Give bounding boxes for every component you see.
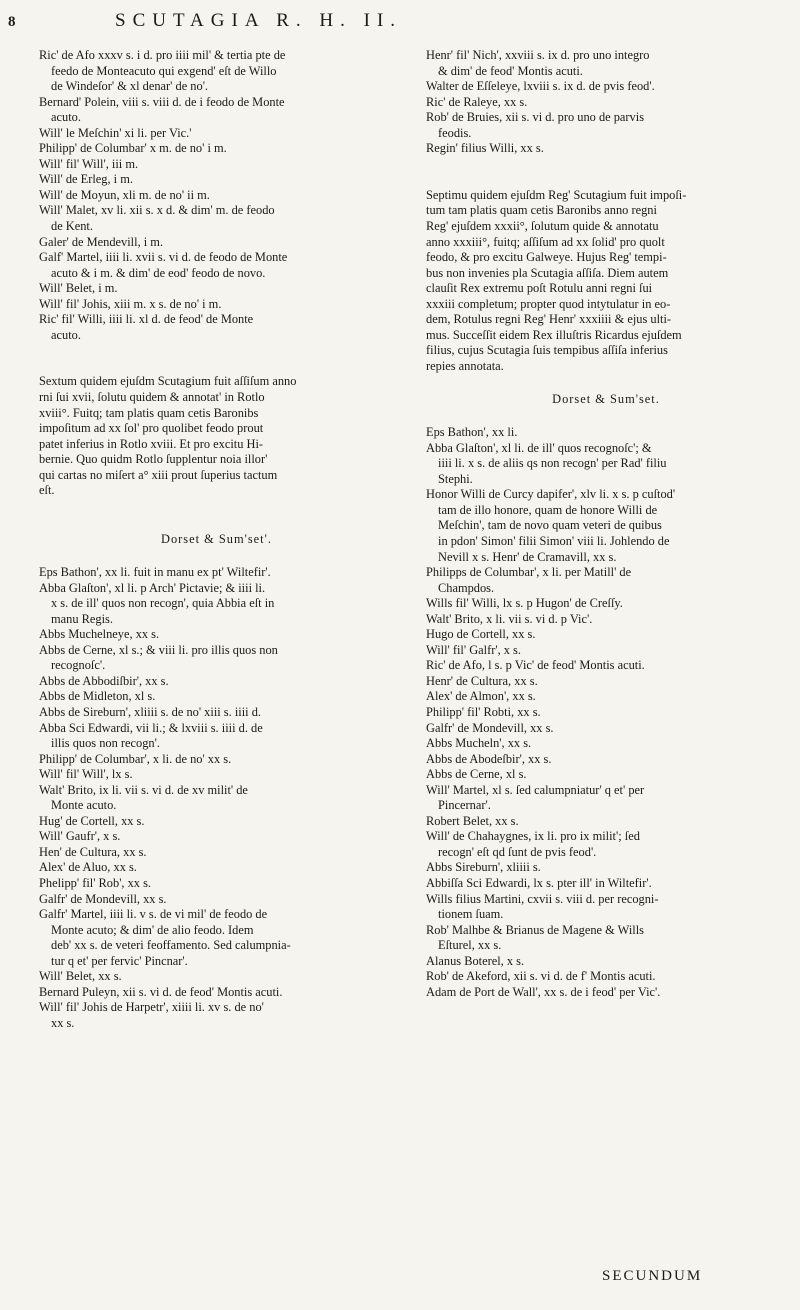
text-line: Eps Bathon', xx li. fuit in manu ex pt' Wiltefir'.: [39, 565, 271, 580]
text-line: Philipp' fil' Robti, xx s.: [426, 704, 541, 719]
text-line: bus non invenies pla Scutagia aſſiſa. Diem autem: [426, 265, 669, 280]
catchword: SECUNDUM: [602, 1268, 703, 1284]
text-line: clauſit Rex extremu poſt Rotulu anni regni ſui: [426, 281, 653, 296]
text-line: Will' Martel, xl s. ſed calumpniatur' q et' per: [426, 782, 645, 797]
text-line: Rob' de Bruies, xii s. vi d. pro uno de parvis: [426, 110, 645, 125]
text-line: Alex' de Almon', xx s.: [426, 689, 536, 704]
text-line: xx s.: [51, 1015, 75, 1030]
text-line: Abba Glaſton', xl li. de ill' quos recognoſc'; &: [426, 440, 652, 455]
text-line: Abbs Mucheln', xx s.: [426, 736, 532, 751]
text-line: Abbs de Cerne, xl s.; & viii li. pro illis quos non: [39, 642, 278, 657]
blank-line: [39, 499, 394, 515]
text-line: Alex' de Aluo, xx s.: [39, 860, 137, 875]
text-line: Meſchin', tam de novo quam veteri de quibus: [438, 518, 662, 533]
text-line: Alanus Boterel, x s.: [426, 953, 525, 968]
text-line: Abba Glaſton', xl li. p Arch' Pictavie; & iiii li.: [39, 580, 266, 595]
text-line: Ric' de Afo xxxv s. i d. pro iiii mil' & tertia pte de: [39, 48, 286, 62]
text-line: Walt' Brito, x li. vii s. vi d. p Vic'.: [426, 611, 593, 626]
text-line: Will' de Moyun, xli m. de no' ii m.: [39, 187, 210, 202]
blank-line: [39, 359, 394, 375]
text-line: Will' de Chahaygnes, ix li. pro ix milit'; ſed: [426, 829, 640, 844]
section-heading: Dorset & Sum'set'.: [161, 531, 272, 546]
text-line: Will' fil' Galfr', x s.: [426, 642, 521, 657]
left-column: [39, 48, 394, 1031]
text-line: Galer' de Mendevill, i m.: [39, 234, 164, 249]
text-line: repies annotata.: [426, 358, 504, 373]
text-line: Rob' de Akeford, xii s. vi d. de f' Montis acuti.: [426, 969, 656, 984]
text-line: Hug' de Cortell, xx s.: [39, 813, 145, 828]
text-line: Galfr' de Mondevill, xx s.: [426, 720, 554, 735]
text-line: Nevill x s. Henr' de Cramavill, xx s.: [438, 549, 617, 564]
text-line: Abbs de Cerne, xl s.: [426, 767, 527, 782]
text-line: Philipp' de Columbar', x li. de no' xx s.: [39, 751, 232, 766]
text-line: Wills filius Martini, cxvii s. viii d. per recogni-: [426, 891, 659, 906]
text-line: Henr' fil' Nich', xxviii s. ix d. pro uno integro: [426, 48, 650, 62]
text-line: Will' fil' Johis, xiii m. x s. de no' i m.: [39, 296, 222, 311]
text-line: manu Regis.: [51, 611, 113, 626]
text-line: feodis.: [438, 125, 472, 140]
text-line: Ric' fil' Willi, iiii li. xl d. de feod' de Monte: [39, 312, 254, 327]
text-line: recogn' eſt qd ſunt de pvis feod'.: [438, 844, 597, 859]
text-line: Will' fil' Johis de Harpetr', xiiii li. xv s. de no': [39, 1000, 264, 1015]
text-line: Ric' de Afo, l s. p Vic' de feod' Montis acuti.: [426, 658, 645, 673]
text-line: Abbiſſa Sci Edwardi, lx s. pter ill' in Wiltefir'.: [426, 875, 652, 890]
text-line: Will' fil' Will', lx s.: [39, 767, 133, 782]
text-line: iiii li. x s. de aliis qs non recogn' per Rad' filiu: [438, 456, 667, 471]
text-line: Robert Belet, xx s.: [426, 813, 519, 828]
right-column: [426, 48, 786, 1000]
text-line: patet inferius in Rotlo xviii. Et pro excitu Hi-: [39, 436, 264, 451]
page-header: [0, 6, 800, 40]
text-line: Eſturel, xx s.: [438, 938, 502, 953]
text-line: Will' Belet, xx s.: [39, 969, 122, 984]
text-line: Monte acuto.: [51, 798, 117, 813]
text-line: Will' fil' Will', iii m.: [39, 156, 139, 171]
blank-line: [39, 550, 394, 566]
text-line: deb' xx s. de veteri feoffamento. Sed calumpnia-: [51, 938, 291, 953]
text-line: Ric' de Raleye, xx s.: [426, 94, 528, 109]
text-line: Galfr' Martel, iiii li. v s. de vi mil' de feodo de: [39, 907, 268, 922]
text-line: Will' Belet, i m.: [39, 281, 118, 296]
text-line: Adam de Port de Wall', xx s. de i feod' per Vic'.: [426, 984, 661, 999]
text-line: Abbs de Midleton, xl s.: [39, 689, 156, 704]
text-line: Abbs Muchelneye, xx s.: [39, 627, 160, 642]
text-line: Will' Gaufr', x s.: [39, 829, 121, 844]
text-line: Abbs de Abodeſbir', xx s.: [426, 751, 552, 766]
text-line: feedo de Monteacuto qui exgend' eſt de Willo: [51, 63, 277, 78]
text-line: rni ſui xvii, ſolutu quidem & annotat' in Rotlo: [39, 390, 265, 405]
text-line: anno xxxiii°, fuitq; aſſiſum ad xx ſolid' pro quolt: [426, 234, 665, 249]
text-line: Regin' filius Willi, xx s.: [426, 141, 544, 156]
text-line: Septimu quidem ejuſdm Reg' Scutagium fuit impoſi-: [426, 187, 687, 202]
text-line: x s. de ill' quos non recogn', quia Abbia eſt in: [51, 596, 275, 611]
text-line: Walt' Brito, ix li. vii s. vi d. de xv milit' de: [39, 782, 248, 797]
text-line: tum tam platis quam cetis Baronibs anno regni: [426, 203, 657, 218]
text-line: Reg' ejuſdem xxxii°, ſolutum quide & annotatu: [426, 219, 659, 234]
text-line: feodo, & pro excitu Galweye. Hujus Reg' tempi-: [426, 250, 667, 265]
text-line: tionem ſuam.: [438, 907, 504, 922]
text-line: qui cartas no miſert a° xiii prout ſuperius tactum: [39, 467, 278, 482]
blank-line: [426, 374, 786, 390]
text-line: Philipps de Columbar', x li. per Matill' de: [426, 565, 632, 580]
blank-line: [426, 157, 786, 173]
text-line: recognoſc'.: [51, 658, 106, 673]
text-line: Galfr' de Mondevill, xx s.: [39, 891, 167, 906]
text-line: de Windeſor' & xl denar' de no'.: [51, 79, 209, 94]
section-heading: Dorset & Sum'set.: [552, 392, 660, 407]
text-line: Sextum quidem ejuſdm Scutagium fuit aſſiſum anno: [39, 374, 297, 389]
blank-line: [426, 410, 786, 426]
text-line: Pincernar'.: [438, 798, 491, 813]
text-line: bernie. Quo quidm Rotlo ſupplentur noia illor': [39, 452, 268, 467]
text-line: Abbs de Abbodiſbir', xx s.: [39, 673, 169, 688]
text-line: tam de illo honore, quam de honore Willi de: [438, 502, 658, 517]
text-line: Eps Bathon', xx li.: [426, 425, 518, 440]
running-title: SCUTAGIA R. H. II.: [115, 10, 403, 31]
text-line: Walter de Eſſeleye, lxviii s. ix d. de pvis feod'.: [426, 79, 655, 94]
text-line: Galf' Martel, iiii li. xvii s. vi d. de feodo de Monte: [39, 250, 288, 265]
text-line: & dim' de feod' Montis acuti.: [438, 63, 583, 78]
text-line: acuto & i m. & dim' de eod' feodo de novo.: [51, 265, 266, 280]
text-line: mus. Succeſſit eidem Rex illuſtris Ricardus ejuſdem: [426, 327, 682, 342]
text-line: illis quos non recogn'.: [51, 736, 160, 751]
text-line: Philipp' de Columbar' x m. de no' i m.: [39, 141, 227, 156]
text-line: Abbs Sireburn', xliiii s.: [426, 860, 541, 875]
text-line: dem, Rotulus regni Reg' Henr' xxxiiii & ejus ulti-: [426, 312, 672, 327]
text-line: Will' Malet, xv li. xii s. x d. & dim' m. de feodo: [39, 203, 275, 218]
text-line: filius, cujus Scutagia ſuis tempibus aſſiſa inferius: [426, 343, 668, 358]
text-line: Hugo de Cortell, xx s.: [426, 627, 536, 642]
text-line: xxxiii completum; propter quod intytulatur in eo-: [426, 296, 671, 311]
text-line: Abba Sci Edwardi, vii li.; & lxviii s. iiii d. de: [39, 720, 263, 735]
blank-line: [39, 514, 394, 530]
text-line: acuto.: [51, 110, 81, 125]
text-line: Monte acuto; & dim' de alio feodo. Idem: [51, 922, 254, 937]
text-line: in pdon' Simon' filii Simon' viii li. Johlendo de: [438, 533, 670, 548]
text-line: Will' le Meſchin' xi li. per Vic.': [39, 125, 192, 140]
text-line: tur q et' per fervic' Pincnar'.: [51, 953, 188, 968]
text-line: de Kent.: [51, 219, 93, 234]
text-line: Hen' de Cultura, xx s.: [39, 844, 147, 859]
page-number: 8: [8, 14, 16, 30]
blank-line: [426, 172, 786, 188]
text-line: Abbs de Sireburn', xliiii s. de no' xiii s. iiii d.: [39, 704, 261, 719]
blank-line: [39, 343, 394, 359]
text-line: Honor Willi de Curcy dapifer', xlv li. x s. p cuſtod': [426, 487, 676, 502]
text-line: Wills fil' Willi, lx s. p Hugon' de Creſſy.: [426, 596, 623, 611]
text-line: impoſitum ad xx ſol' pro quolibet feodo prout: [39, 421, 264, 436]
text-line: Henr' de Cultura, xx s.: [426, 673, 538, 688]
text-line: Bernard' Polein, viii s. viii d. de i feodo de Monte: [39, 94, 285, 109]
text-line: Phelipp' fil' Rob', xx s.: [39, 875, 152, 890]
text-line: Bernard Puleyn, xii s. vi d. de feod' Montis acuti.: [39, 984, 283, 999]
text-line: Rob' Malhbe & Brianus de Magene & Wills: [426, 922, 644, 937]
text-line: Stephi.: [438, 471, 473, 486]
text-line: xviii°. Fuitq; tam platis quam cetis Baronibs: [39, 405, 259, 420]
text-line: Will' de Erleg, i m.: [39, 172, 133, 187]
text-line: eſt.: [39, 483, 55, 498]
text-line: acuto.: [51, 327, 81, 342]
text-line: Champdos.: [438, 580, 495, 595]
